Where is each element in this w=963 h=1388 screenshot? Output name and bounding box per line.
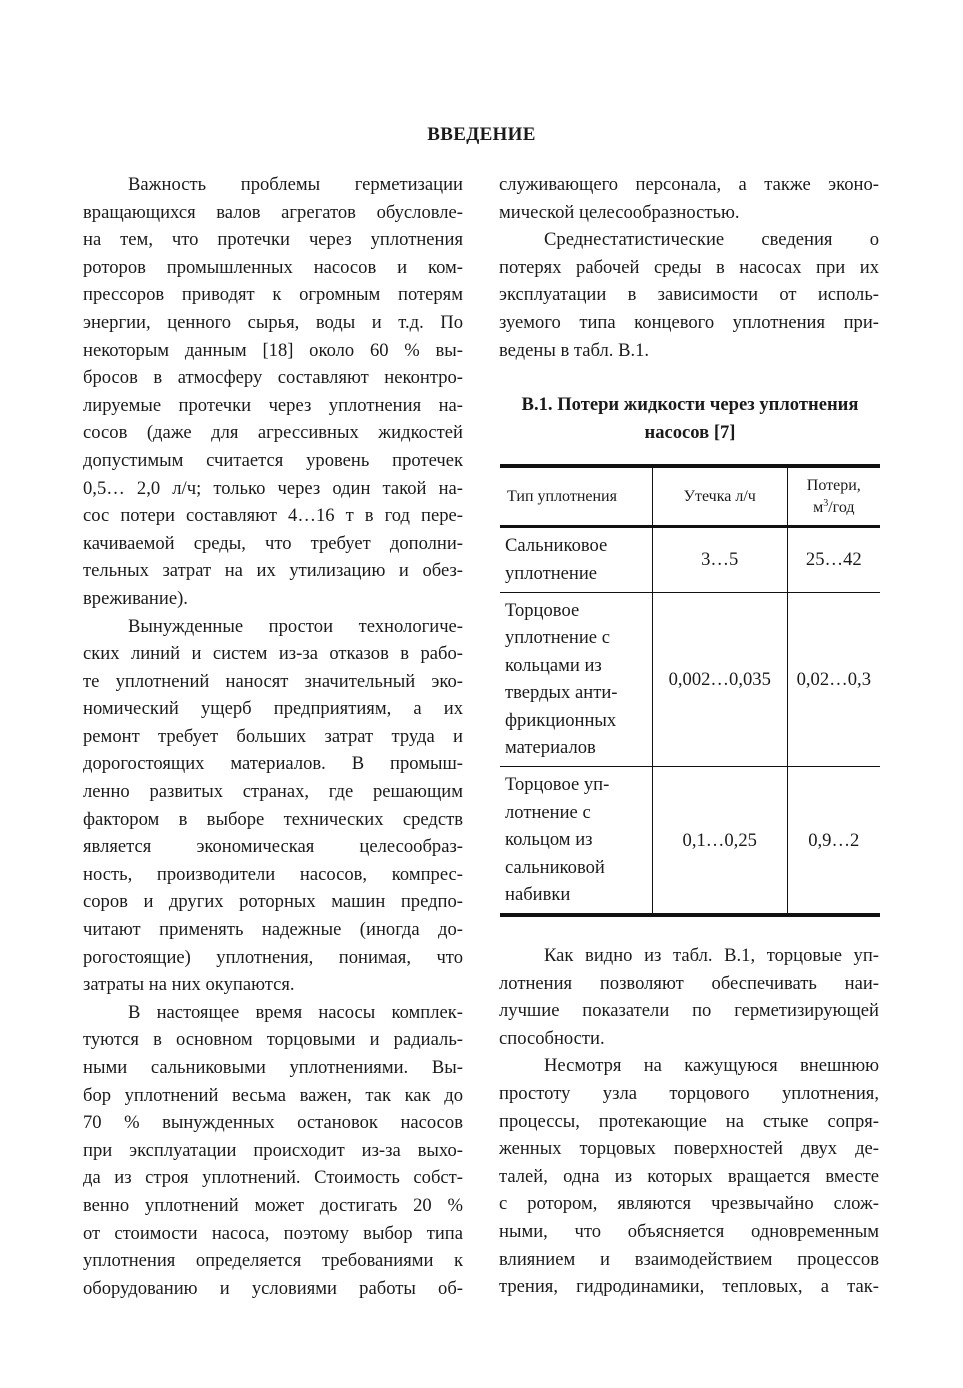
text-line: Важность проблемы герметизации bbox=[128, 174, 463, 195]
text-line: простоту узла торцового уплотнения, bbox=[499, 1082, 879, 1104]
cell-line: Торцовое bbox=[505, 600, 580, 621]
text-line: вращающихся валов агрегатов обусловле- bbox=[83, 201, 463, 223]
text-line: затраты на них окупаются. bbox=[83, 974, 295, 996]
cell-line: уплотнение с bbox=[505, 627, 610, 649]
cell-line: лотнение с bbox=[505, 801, 591, 823]
text-line: лотнения позволяют обеспечивать наи- bbox=[499, 972, 879, 994]
text-line: ведены в табл. В.1. bbox=[499, 339, 650, 361]
header-leakage: Утечка л/ч bbox=[652, 466, 787, 527]
text-line: ленно развитых странах, где решающим bbox=[83, 781, 463, 803]
text-line: уплотнения определяется требованиями к bbox=[83, 1250, 463, 1272]
text-line: ность, производители насосов, компрес- bbox=[83, 863, 463, 885]
text-line: способности. bbox=[499, 1027, 605, 1049]
text-line: читают применять надежные (иногда до- bbox=[83, 919, 463, 941]
cell-line: твердых анти- bbox=[505, 682, 618, 704]
text-line: качиваемой среды, что требует дополни- bbox=[83, 532, 463, 554]
cell-seal-type bbox=[500, 527, 652, 593]
text-line: ремонт требует больших затрат труда и bbox=[83, 725, 463, 747]
text-line: номический ущерб предприятиям, а их bbox=[83, 698, 463, 720]
text-line: на тем, что протечки через уплотнения bbox=[83, 229, 463, 251]
text-line: Вынужденные простои технологиче- bbox=[128, 615, 463, 637]
seal-losses-table bbox=[500, 464, 880, 917]
table-row bbox=[500, 527, 880, 593]
cell-losses: 0,9…2 bbox=[787, 767, 880, 916]
text-line: сосов (даже для агрессивных жидкостей bbox=[83, 422, 463, 444]
text-line: рогостоящие) уплотнения, понимая, что bbox=[83, 946, 463, 968]
text-line: соров и других роторных машин предпо- bbox=[83, 891, 463, 913]
text-line: трения, гидродинамики, тепловых, а так- bbox=[499, 1276, 879, 1298]
text-line: 0,5… 2,0 л/ч; только через один такой на- bbox=[83, 477, 463, 499]
text-line: вреживание). bbox=[83, 587, 188, 609]
unit-base: м bbox=[813, 498, 824, 516]
text-line: Несмотря на кажущуюся внешнюю bbox=[544, 1055, 879, 1077]
unit-rest: /год bbox=[828, 498, 855, 516]
text-line: служивающего персонала, а также эконо- bbox=[499, 174, 879, 195]
text-line: те уплотнений наносят значительный эко- bbox=[83, 670, 463, 692]
unit-superscript: 3 bbox=[823, 497, 829, 509]
right-column-top bbox=[499, 171, 879, 364]
cell-line: кольцом из bbox=[505, 829, 593, 851]
right-column-bottom bbox=[499, 942, 879, 1301]
text-line: роторов промышленных насосов и ком- bbox=[83, 256, 463, 278]
table-row bbox=[500, 593, 880, 767]
header-losses bbox=[787, 466, 880, 527]
table-caption-line: В.1. Потери жидкости через уплотнения bbox=[521, 394, 859, 415]
header-losses-label: Потери, bbox=[806, 476, 861, 494]
cell-line: Сальниковое bbox=[505, 535, 608, 557]
text-line: да из строя уплотнений. Стоимость собст- bbox=[83, 1167, 463, 1189]
header-losses-unit bbox=[813, 499, 854, 516]
text-line: венно уплотнений может достигать 20 % bbox=[83, 1194, 463, 1216]
text-line: бросов в атмосферу составляют неконтро- bbox=[83, 367, 463, 389]
text-line: мической целесообразностью. bbox=[499, 201, 740, 223]
text-line: лируемые протечки через уплотнения на- bbox=[83, 394, 463, 416]
text-line: фактором в выборе технических средств bbox=[83, 808, 463, 830]
text-line: процессы, протекающие на стыке сопря- bbox=[499, 1110, 879, 1132]
text-line: тельных затрат на их утилизацию и обез- bbox=[83, 560, 463, 582]
text-line: ских линий и систем из-за отказов в рабо- bbox=[83, 643, 463, 665]
left-column bbox=[83, 171, 463, 1302]
cell-line: Торцовое уп- bbox=[505, 774, 610, 796]
text-line: ными, что объясняется одновременным bbox=[499, 1220, 879, 1242]
text-line: некоторым данным [18] около 60 % вы- bbox=[83, 339, 463, 361]
table-caption-line: насосов [7] bbox=[644, 421, 736, 443]
text-line: при эксплуатации происходит из-за выхо- bbox=[83, 1139, 463, 1161]
cell-line: кольцами из bbox=[505, 654, 602, 676]
text-line: лучшие показатели по герметизирующей bbox=[499, 1000, 879, 1022]
text-line: эксплуатации в зависимости от исполь- bbox=[499, 284, 879, 306]
text-line: влиянием и взаимодействием процессов bbox=[499, 1248, 879, 1270]
text-line: энергии, ценного сырья, воды и т.д. По bbox=[83, 311, 463, 333]
text-line: зуемого типа концевого уплотнения при- bbox=[499, 311, 879, 333]
cell-seal-type bbox=[500, 767, 652, 916]
text-line: Как видно из табл. В.1, торцовые уп- bbox=[544, 945, 879, 966]
text-line: оборудованию и условиями работы об- bbox=[83, 1277, 463, 1299]
table-caption bbox=[499, 391, 881, 446]
text-line: Среднестатистические сведения о bbox=[544, 229, 879, 251]
cell-line: набивки bbox=[505, 884, 571, 906]
text-line: туются в основном торцовыми и радиаль- bbox=[83, 1029, 463, 1051]
text-line: прессоров приводят к огромным потерям bbox=[83, 284, 463, 306]
cell-leakage: 0,1…0,25 bbox=[652, 767, 787, 916]
section-title: ВВЕДЕНИЕ bbox=[427, 124, 536, 145]
header-seal-type: Тип уплотнения bbox=[500, 466, 652, 527]
text-line: потерях рабочей среды в насосах при их bbox=[499, 256, 879, 278]
cell-seal-type bbox=[500, 593, 652, 767]
table-header-row bbox=[500, 466, 880, 527]
text-line: дорогостоящих материалов. В промыш- bbox=[83, 753, 463, 775]
table-row bbox=[500, 767, 880, 916]
cell-leakage: 0,002…0,035 bbox=[652, 593, 787, 767]
cell-line: материалов bbox=[505, 737, 596, 759]
cell-leakage: 3…5 bbox=[652, 527, 787, 593]
text-line: В настоящее время насосы комплек- bbox=[128, 1001, 463, 1023]
text-line: женных торцовых поверхностей двух де- bbox=[499, 1138, 879, 1160]
cell-line: уплотнение bbox=[505, 562, 598, 584]
text-line: 70 % вынужденных остановок насосов bbox=[83, 1112, 463, 1134]
cell-losses: 25…42 bbox=[787, 527, 880, 593]
text-line: от стоимости насоса, поэтому выбор типа bbox=[83, 1222, 463, 1244]
text-line: является экономическая целесообраз- bbox=[83, 836, 463, 858]
text-line: талей, одна из которых вращается вместе bbox=[499, 1165, 879, 1187]
cell-line: фрикционных bbox=[505, 709, 617, 731]
cell-line: сальниковой bbox=[505, 856, 605, 878]
text-line: бор уплотнений весьма важен, так как до bbox=[83, 1084, 463, 1106]
text-line: ными сальниковыми уплотнениями. Вы- bbox=[83, 1057, 463, 1078]
cell-losses: 0,02…0,3 bbox=[787, 593, 880, 767]
text-line: с ротором, являются чрезвычайно слож- bbox=[499, 1193, 879, 1215]
text-line: допустимым считается уровень протечек bbox=[83, 449, 463, 471]
text-line: сос потери составляют 4…16 т в год пере- bbox=[83, 505, 463, 527]
